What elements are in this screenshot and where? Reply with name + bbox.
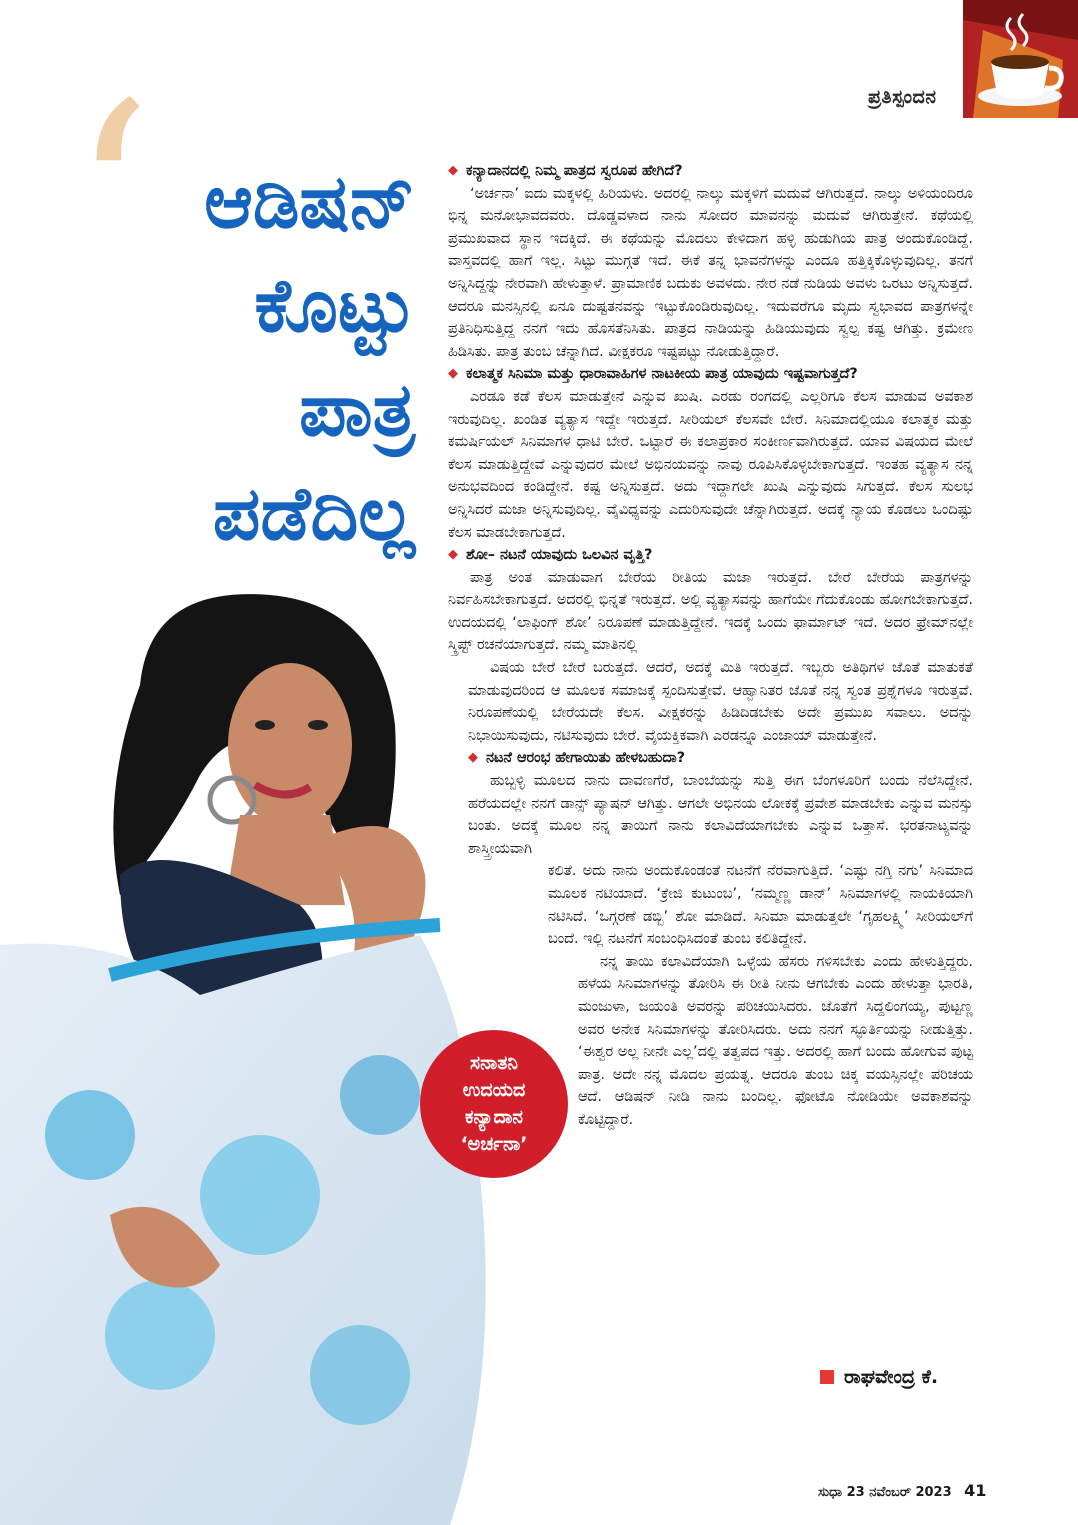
headline-line-1: ಆಡಿಷನ್ [204, 159, 415, 245]
answer-1: ‘ಅರ್ಚನಾ’ ಐದು ಮಕ್ಕಳಲ್ಲಿ ಹಿರಿಯಳು. ಅದರಲ್ಲಿ ನಾಲ್ಕು ಮಕ್ಕಳಿಗೆ ಮದುವೆ ಆಗಿರುತ್ತದೆ. ನಾಲ್ಕು ಅಳಿಯಂದಿರೂ ಭಿನ್ನ ಮನೋಭಾವದವರು. ದೊಡ್ಡವಳಾದ ನಾನು ಸೋದರ ಮಾವನನ್ನು ಮದುವೆ ಆಗಿರುತ್ತೇನೆ. ಕಥೆಯಲ್ಲಿ ಪ್ರಮುಖವಾದ ಸ್ಥಾನ ಇದಕ್ಕಿದೆ. ಈ ಕಥೆಯನ್ನು ಮೊದಲು ಕೇಳಿದಾಗ ಹಳ್ಳಿ ಹುಡುಗಿಯ ಪಾತ್ರ ಅಂದುಕೊಂಡಿದ್ದೆ. ವಾಸ್ತವದಲ್ಲಿ ಹಾಗೆ ಇಲ್ಲ. ಸಿಟ್ಟು ಮುಗ್ಗತೆ ಇದೆ. ಈಕೆ ತನ್ನ ಭಾವನೆಗಳನ್ನು ಎಂದೂ ಹತ್ತಿಕ್ಕಿಕೊಳ್ಳುವುದಿಲ್ಲ. ತನಗೆ ಅನ್ನಿಸಿದ್ದನ್ನು ನೇರವಾಗಿ ಹೇಳುತ್ತಾಳೆ. ಪ್ರಾಮಾಣಿಕ ಬದುಕು ಅವಳದು. ನೇರ ನಡೆ ನುಡಿಯ ಅವಳು ಒರಟು ಅನ್ನಿಸುತ್ತದೆ. ಆದರೂ ಮನಸ್ಸಿನಲ್ಲಿ ಏನೂ ದುಷ್ಟತನವನ್ನು ಇಟ್ಟುಕೊಂಡಿರುವುದಿಲ್ಲ. ಇದುವರೆಗೂ ಮೃದು ಸ್ವಭಾವದ ಪಾತ್ರಗಳನ್ನೇ ಪ್ರತಿನಿಧಿಸುತ್ತಿದ್ದ ನನಗೆ ಇದು ಹೊಸತೆನಿಸಿತು. ಪಾತ್ರದ ನಾಡಿಯನ್ನು ಹಿಡಿಯುವುದು ಸ್ವಲ್ಪ ಕಷ್ಟ ಆಗಿತ್ತು. ಕ್ರಮೇಣ ಹಿಡಿಸಿತು. ಪಾತ್ರ ತುಂಬ ಚೆನ್ನಾಗಿದೆ. ವೀಕ್ಷಕರೂ ಇಷ್ಟಪಟ್ಟು ನೋಡುತ್ತಿದ್ದಾರೆ. [448, 185, 973, 360]
headline-line-2: ಕೊಟ್ಟು [254, 263, 415, 349]
answer-4-part-1: ಹುಬ್ಬಳ್ಳಿ ಮೂಲದ ನಾನು ದಾವಣಗೆರೆ, ಬಾಂಬೆಯನ್ನು ಸುತ್ತಿ ಈಗ ಬೆಂಗಳೂರಿಗೆ ಬಂದು ನೆಲೆಸಿದ್ದೇನೆ. ಹರೆಯದಲ್ಲೇ ನನಗೆ ಡಾನ್ಸ್ ಪ್ಯಾಷನ್ ಆಗಿತ್ತು. ಆಗಲೇ ಅಭಿನಯ ಲೋಕಕ್ಕೆ ಪ್ರವೇಶ ಮಾಡಬೇಕು ಎನ್ನುವ ಮನಸ್ಸು ಬಂತು. ಅದಕ್ಕೆ ಮೂಲ ನನ್ನ ತಾಯಿಗೆ ನಾನು ಕಲಾವಿದೆಯಾಗಬೇಕು ಎನ್ನುವ ಒತ್ತಾಸೆ. ಭರತನಾಟ್ಯವನ್ನು ಶಾಸ್ತ್ರೀಯವಾಗಿ [468, 773, 973, 857]
coffee-cup-icon [963, 0, 1078, 118]
answer-3-part-2: ವಿಷಯ ಬೇರೆ ಬೇರೆ ಬರುತ್ತದೆ. ಆದರೆ, ಅದಕ್ಕೆ ಮಿತಿ ಇರುತ್ತದೆ. ಇಬ್ಬರು ಅತಿಥಿಗಳ ಜೊತೆ ಮಾತುಕತೆ ಮಾಡುವುದರಿಂದ ಆ ಮೂಲಕ ಸಮಾಜಕ್ಕೆ ಸ್ಪಂದಿಸುತ್ತೇವೆ. ಆಹ್ವಾನಿತರ ಜೊತೆ ನನ್ನ ಸ್ವಂತ ಪ್ರಶ್ನೆಗಳೂ ಇರುತ್ತವೆ. ನಿರೂಪಣೆಯಲ್ಲಿ ಬೇರೆಯದೇ ಕೆಲಸ. ವೀಕ್ಷಕರನ್ನು ಹಿಡಿದಿಡಬೇಕು ಅದೇ ಪ್ರಮುಖ ಸವಾಲು. ಅದನ್ನು ನಿಭಾಯಿಸುವುದು, ನಟಿಸುವುದು ಬೇರೆ. ವೈಯಕ್ತಿಕವಾಗಿ ಎರಡನ್ನೂ ಎಂಜಾಯ್ ಮಾಡುತ್ತೇನೆ. [468, 660, 973, 744]
question-3: ◆ ಶೋ– ನಟನೆ ಯಾವುದು ಒಲವಿನ ವೃತ್ತಿ? [448, 544, 973, 567]
author-byline: ರಾಘವೇಂದ್ರ ಕೆ. [820, 1366, 938, 1388]
magazine-name: ಸುಧಾ [818, 1485, 843, 1500]
diamond-bullet-icon: ◆ [448, 366, 458, 382]
pull-quote-line-1: ಸನಾತನಿ [470, 1052, 518, 1074]
question-1: ◆ ಕನ್ಯಾದಾನದಲ್ಲಿ ನಿಮ್ಮ ಪಾತ್ರದ ಸ್ವರೂಪ ಹೇಗಿದೆ? [448, 160, 973, 183]
diamond-bullet-icon: ◆ [468, 750, 478, 766]
answer-4-part-2: ಕಲಿತೆ. ಅದು ನಾನು ಅಂದುಕೊಂಡಂತೆ ನಟನೆಗೆ ನೆರವಾಗುತ್ತಿದೆ. ‘ಎಷ್ಟು ನಗ್ತಿ ನಗು’ ಸಿನಿಮಾದ ಮೂಲಕ ನಟಿಯಾದೆ. ‘ಕ್ರೇಜಿ ಕುಟುಂಬ’, ‘ನಮ್ಮಣ್ಣ ಡಾನ್’ ಸಿನಿಮಾಗಳಲ್ಲಿ ನಾಯಕಿಯಾಗಿ ನಟಿಸಿದೆ. ‘ಒಗ್ಗರಣೆ ಡಬ್ಬಿ’ ಶೋ ಮಾಡಿದೆ. ಸಿನಿಮಾ ಮಾಡುತ್ತಲೇ ‘ಗೃಹಲಕ್ಷ್ಮಿ’ ಸೀರಿಯಲ್‌ಗೆ ಬಂದೆ. ಇಲ್ಲಿ ನಟನೆಗೆ ಸಂಬಂಧಿಸಿದಂತೆ ತುಂಬ ಕಲಿತಿದ್ದೇನೆ. [548, 863, 973, 948]
issue-date: 23 ನವೆಂಬರ್ 2023 [846, 1485, 952, 1500]
article-body [448, 160, 973, 1132]
page-footer [818, 1481, 986, 1500]
headline-line-4: ಪಡೆದಿಲ್ಲ [212, 471, 415, 557]
page-number: 41 [964, 1481, 987, 1500]
diamond-bullet-icon: ◆ [448, 547, 458, 563]
question-2: ◆ ಕಲಾತ್ಮಕ ಸಿನಿಮಾ ಮತ್ತು ಧಾರಾವಾಹಿಗಳ ನಾಟಕೀಯ ಪಾತ್ರ ಯಾವುದು ಇಷ್ಟವಾಗುತ್ತದೆ? [448, 363, 973, 386]
headline-line-3: ಪಾತ್ರ [299, 367, 415, 453]
byline-square-icon [820, 1370, 834, 1384]
diamond-bullet-icon: ◆ [448, 163, 458, 178]
pull-quote-line-2: ಉದಯದ [462, 1079, 526, 1101]
pull-quote-line-3: ಕನ್ಯಾದಾನ [465, 1106, 523, 1128]
question-4: ◆ ನಟನೆ ಆರಂಭ ಹೇಗಾಯಿತು ಹೇಳಬಹುದಾ? [468, 747, 973, 770]
headline [115, 150, 415, 566]
answer-3-part-1: ಪಾತ್ರ ಅಂತ ಮಾಡುವಾಗ ಬೇರೆಯ ರೀತಿಯ ಮಜಾ ಇರುತ್ತದೆ. ಬೇರೆ ಬೇರೆಯ ಪಾತ್ರಗಳನ್ನು ನಿರ್ವಹಿಸಬೇಕಾಗುತ್ತದೆ. ಅದರಲ್ಲಿ ಭಿನ್ನತೆ ಇರುತ್ತದೆ. ಅಲ್ಲಿ ವ್ಯತ್ಯಾಸವನ್ನು ಹಾಗೆಯೇ ಗೆದುಕೊಂಡು ಹೋಗಬೇಕಾಗುತ್ತದೆ. ಉದಯದಲ್ಲಿ ‘ಲಾಫಿಂಗ್ ಶೋ’ ನಿರೂಪಣೆ ಮಾಡುತ್ತಿದ್ದೇನೆ. ಇದಕ್ಕೆ ಒಂದು ಫಾರ್ಮಾಟ್ ಇದೆ. ಅದರ ಫ್ರೇಮ್‌ನಲ್ಲೇ ಸ್ಕ್ರಿಪ್ಟ್ ರಚನೆಯಾಗುತ್ತದೆ. ನಮ್ಮ ಮಾತಿನಲ್ಲಿ [448, 569, 973, 654]
answer-4-part-3: ನನ್ನ ತಾಯಿ ಕಲಾವಿದೆಯಾಗಿ ಒಳ್ಳೆಯ ಹೆಸರು ಗಳಿಸಬೇಕು ಎಂದು ಹೇಳುತ್ತಿದ್ದರು. ಹಳೆಯ ಸಿನಿಮಾಗಳನ್ನು ತೋರಿಸಿ ಈ ರೀತಿ ನೀನು ಆಗಬೇಕು ಎಂದು ಹೇಳುತ್ತಾ ಭಾರತಿ, ಮಂಜುಳಾ, ಜಯಂತಿ ಅವರನ್ನು ಪರಿಚಯಿಸಿದರು. ಜೊತೆಗೆ ಸಿದ್ದಲಿಂಗಯ್ಯ, ಪುಟ್ಟಣ್ಣ ಅವರ ಅನೇಕ ಸಿನಿಮಾಗಳನ್ನು ತೋರಿಸಿದರು. ಅದು ನನಗೆ ಸ್ಫೂರ್ತಿಯನ್ನು ನೀಡುತ್ತಿತ್ತು. ‘ಈಶ್ವರ ಅಲ್ಲ ನೀನೇ ಎಲ್ಲ’ದಲ್ಲಿ ತತ್ವಪದ ಇತ್ತು. ಅದರಲ್ಲಿ ಹಾಗೆ ಬಂದು ಹೋಗುವ ಪುಟ್ಟ ಪಾತ್ರ. ಅದೇ ನನ್ನ ಮೊದಲ ಪ್ರಯತ್ನ. ಆದರೂ ತುಂಬ ಚಿಕ್ಕ ವಯಸ್ಸಿನಲ್ಲೇ ಪರಿಚಯ ಆದೆ. ಆಡಿಷನ್ ನೀಡಿ ನಾನು ಬಂದಿಲ್ಲ. ಫೋಟೊ ನೋಡಿಯೇ ಅವಕಾಶವನ್ನು ಕೊಟ್ಟಿದ್ದಾರೆ. [578, 953, 973, 1128]
section-label: ಪ್ರತಿಸ್ಪಂದನ [868, 86, 937, 108]
quote-mark-icon: ‘ [70, 49, 153, 351]
answer-2: ಎರಡೂ ಕಡೆ ಕೆಲಸ ಮಾಡುತ್ತೇನೆ ಎನ್ನುವ ಖುಷಿ. ಎರಡು ರಂಗದಲ್ಲಿ ಎಲ್ಲರಿಗೂ ಕೆಲಸ ಮಾಡುವ ಅವಕಾಶ ಇರುವುದಿಲ್ಲ. ಖಂಡಿತ ವ್ಯತ್ಯಾಸ ಇದ್ದೇ ಇರುತ್ತದೆ. ಸೀರಿಯಲ್ ಕೆಲಸವೇ ಬೇರೆ. ಸಿನಿಮಾದಲ್ಲಿಯೂ ಕಲಾತ್ಮಕ ಮತ್ತು ಕಮರ್ಷಿಯಲ್ ಸಿನಿಮಾಗಳ ಧಾಟಿ ಬೇರೆ. ಒಟ್ಟಾರೆ ಈ ಕಲಾಪ್ರಕಾರ ಸಂಕೀರ್ಣವಾಗಿರುತ್ತದೆ. ಯಾವ ವಿಷಯದ ಮೇಲೆ ಕೆಲಸ ಮಾಡುತ್ತಿದ್ದೇವೆ ಎನ್ನುವುದರ ಮೇಲೆ ಅಭಿನಯವನ್ನು ನಾವು ರೂಪಿಸಿಕೊಳ್ಳಬೇಕಾಗುತ್ತದೆ. ಇಂತಹ ವ್ಯತ್ಯಾಸ ನನ್ನ ಅನುಭವದಿಂದ ಕಂಡಿದ್ದೇನೆ. ಕಷ್ಟ ಅನ್ನಿಸುತ್ತದೆ. ಅದು ಇದ್ದಾಗಲೇ ಖುಷಿ ಎನ್ನುವುದು ಸಿಗುತ್ತದೆ. ಕೆಲಸ ಸುಲಭ ಅನ್ನಿಸಿದರೆ ಮಜಾ ಅನ್ನಿಸುವುದಿಲ್ಲ. ವೈವಿಧ್ಯವನ್ನು ಎದುರಿಸುವುದೇ ಚೆನ್ನಾಗಿರುತ್ತದೆ. ಅದಕ್ಕೆ ನ್ಯಾಯ ಕೊಡಲು ಒಂದಿಷ್ಟು ಕೆಲಸ ಮಾಡಬೇಕಾಗುತ್ತದೆ. [448, 388, 973, 541]
pull-quote-line-4: ‘ಅರ್ಚನಾ’ [460, 1133, 528, 1155]
